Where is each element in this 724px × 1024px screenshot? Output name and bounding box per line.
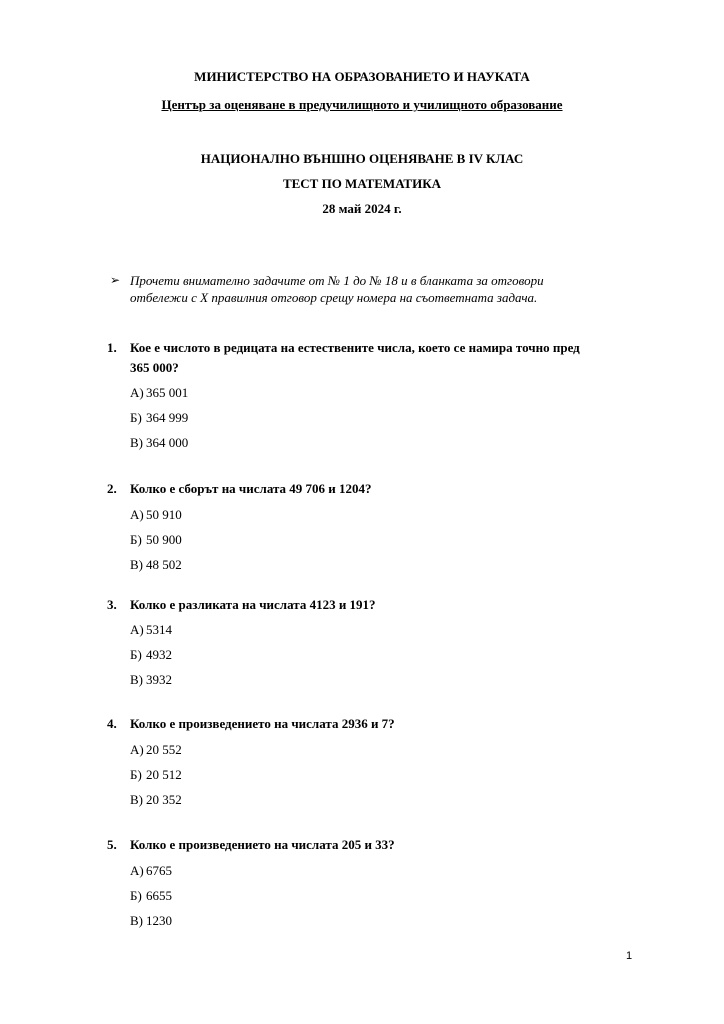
- option-b[interactable]: [130, 532, 182, 548]
- option-value: 5314: [146, 622, 172, 637]
- page-number: 1: [626, 950, 633, 962]
- option-c[interactable]: [130, 557, 182, 573]
- option-b[interactable]: [130, 410, 188, 426]
- arrow-bullet-icon: ➢: [110, 273, 121, 287]
- option-value: 6655: [146, 888, 172, 903]
- exam-date: 28 май 2024 г.: [322, 201, 402, 216]
- option-value: 20 552: [146, 742, 182, 757]
- question-text: [130, 338, 650, 378]
- option-b[interactable]: [130, 647, 172, 663]
- option-label: Б): [130, 888, 142, 903]
- option-label: В): [130, 557, 143, 572]
- option-value: 1230: [146, 913, 172, 928]
- question-number: 4.: [107, 716, 117, 731]
- instructions-line-2: отбележи с Х правилния отговор срещу номера на съответната задача.: [130, 290, 538, 305]
- option-label: А): [130, 863, 144, 878]
- option-label: А): [130, 742, 144, 757]
- option-label: В): [130, 913, 143, 928]
- instructions-text: [130, 272, 630, 306]
- question-text-line-1: Кое е числото в редицата на естествените числа, което се намира точно пред: [130, 340, 580, 355]
- option-value: 6765: [146, 863, 172, 878]
- question-text: [130, 479, 650, 499]
- ministry-heading: МИНИСТЕРСТВО НА ОБРАЗОВАНИЕТО И НАУКАТА: [194, 69, 530, 84]
- option-a[interactable]: [130, 742, 182, 758]
- exam-title: НАЦИОНАЛНО ВЪНШНО ОЦЕНЯВАНЕ В IV КЛАС: [200, 151, 524, 166]
- option-c[interactable]: [130, 435, 188, 451]
- option-label: Б): [130, 767, 142, 782]
- center-heading-text: Център за оценяване в предучилищното и училищното образование: [161, 97, 563, 112]
- option-value: 364 000: [146, 435, 189, 450]
- option-value: 365 001: [146, 385, 189, 400]
- option-a[interactable]: [130, 863, 172, 879]
- option-b[interactable]: [130, 767, 182, 783]
- question-text: [130, 835, 650, 855]
- question-number: 1.: [107, 340, 117, 355]
- option-c[interactable]: [130, 913, 172, 929]
- option-label: А): [130, 385, 144, 400]
- option-label: В): [130, 435, 143, 450]
- instructions-line-1: Прочети внимателно задачите от № 1 до № 18 и в бланката за отговори: [130, 273, 544, 288]
- question-number: 5.: [107, 837, 117, 852]
- option-b[interactable]: [130, 888, 172, 904]
- option-value: 50 900: [146, 532, 182, 547]
- option-value: 50 910: [146, 507, 182, 522]
- option-c[interactable]: [130, 792, 182, 808]
- option-label: В): [130, 672, 143, 687]
- option-label: А): [130, 507, 144, 522]
- option-a[interactable]: [130, 385, 188, 401]
- option-a[interactable]: [130, 507, 182, 523]
- option-value: 3932: [146, 672, 172, 687]
- question-text: [130, 714, 650, 734]
- option-label: Б): [130, 410, 142, 425]
- question-text-line-1: Колко е сборът на числата 49 706 и 1204?: [130, 481, 372, 496]
- question-text-line-1: Колко е произведението на числата 2936 и 7?: [130, 716, 395, 731]
- option-label: В): [130, 792, 143, 807]
- question-number: 2.: [107, 481, 117, 496]
- question-text-line-1: Колко е разликата на числата 4123 и 191?: [130, 597, 376, 612]
- option-value: 20 352: [146, 792, 182, 807]
- option-label: Б): [130, 647, 142, 662]
- option-value: 4932: [146, 647, 172, 662]
- option-value: 364 999: [146, 410, 189, 425]
- option-value: 48 502: [146, 557, 182, 572]
- option-c[interactable]: [130, 672, 172, 688]
- option-label: А): [130, 622, 144, 637]
- option-label: Б): [130, 532, 142, 547]
- center-heading: [0, 97, 724, 113]
- option-a[interactable]: [130, 622, 172, 638]
- question-number: 3.: [107, 597, 117, 612]
- question-text: [130, 595, 650, 615]
- test-title: ТЕСТ ПО МАТЕМАТИКА: [282, 176, 442, 191]
- question-text-line-1: Колко е произведението на числата 205 и 33?: [130, 837, 395, 852]
- option-value: 20 512: [146, 767, 182, 782]
- question-text-line-2: 365 000?: [130, 360, 179, 375]
